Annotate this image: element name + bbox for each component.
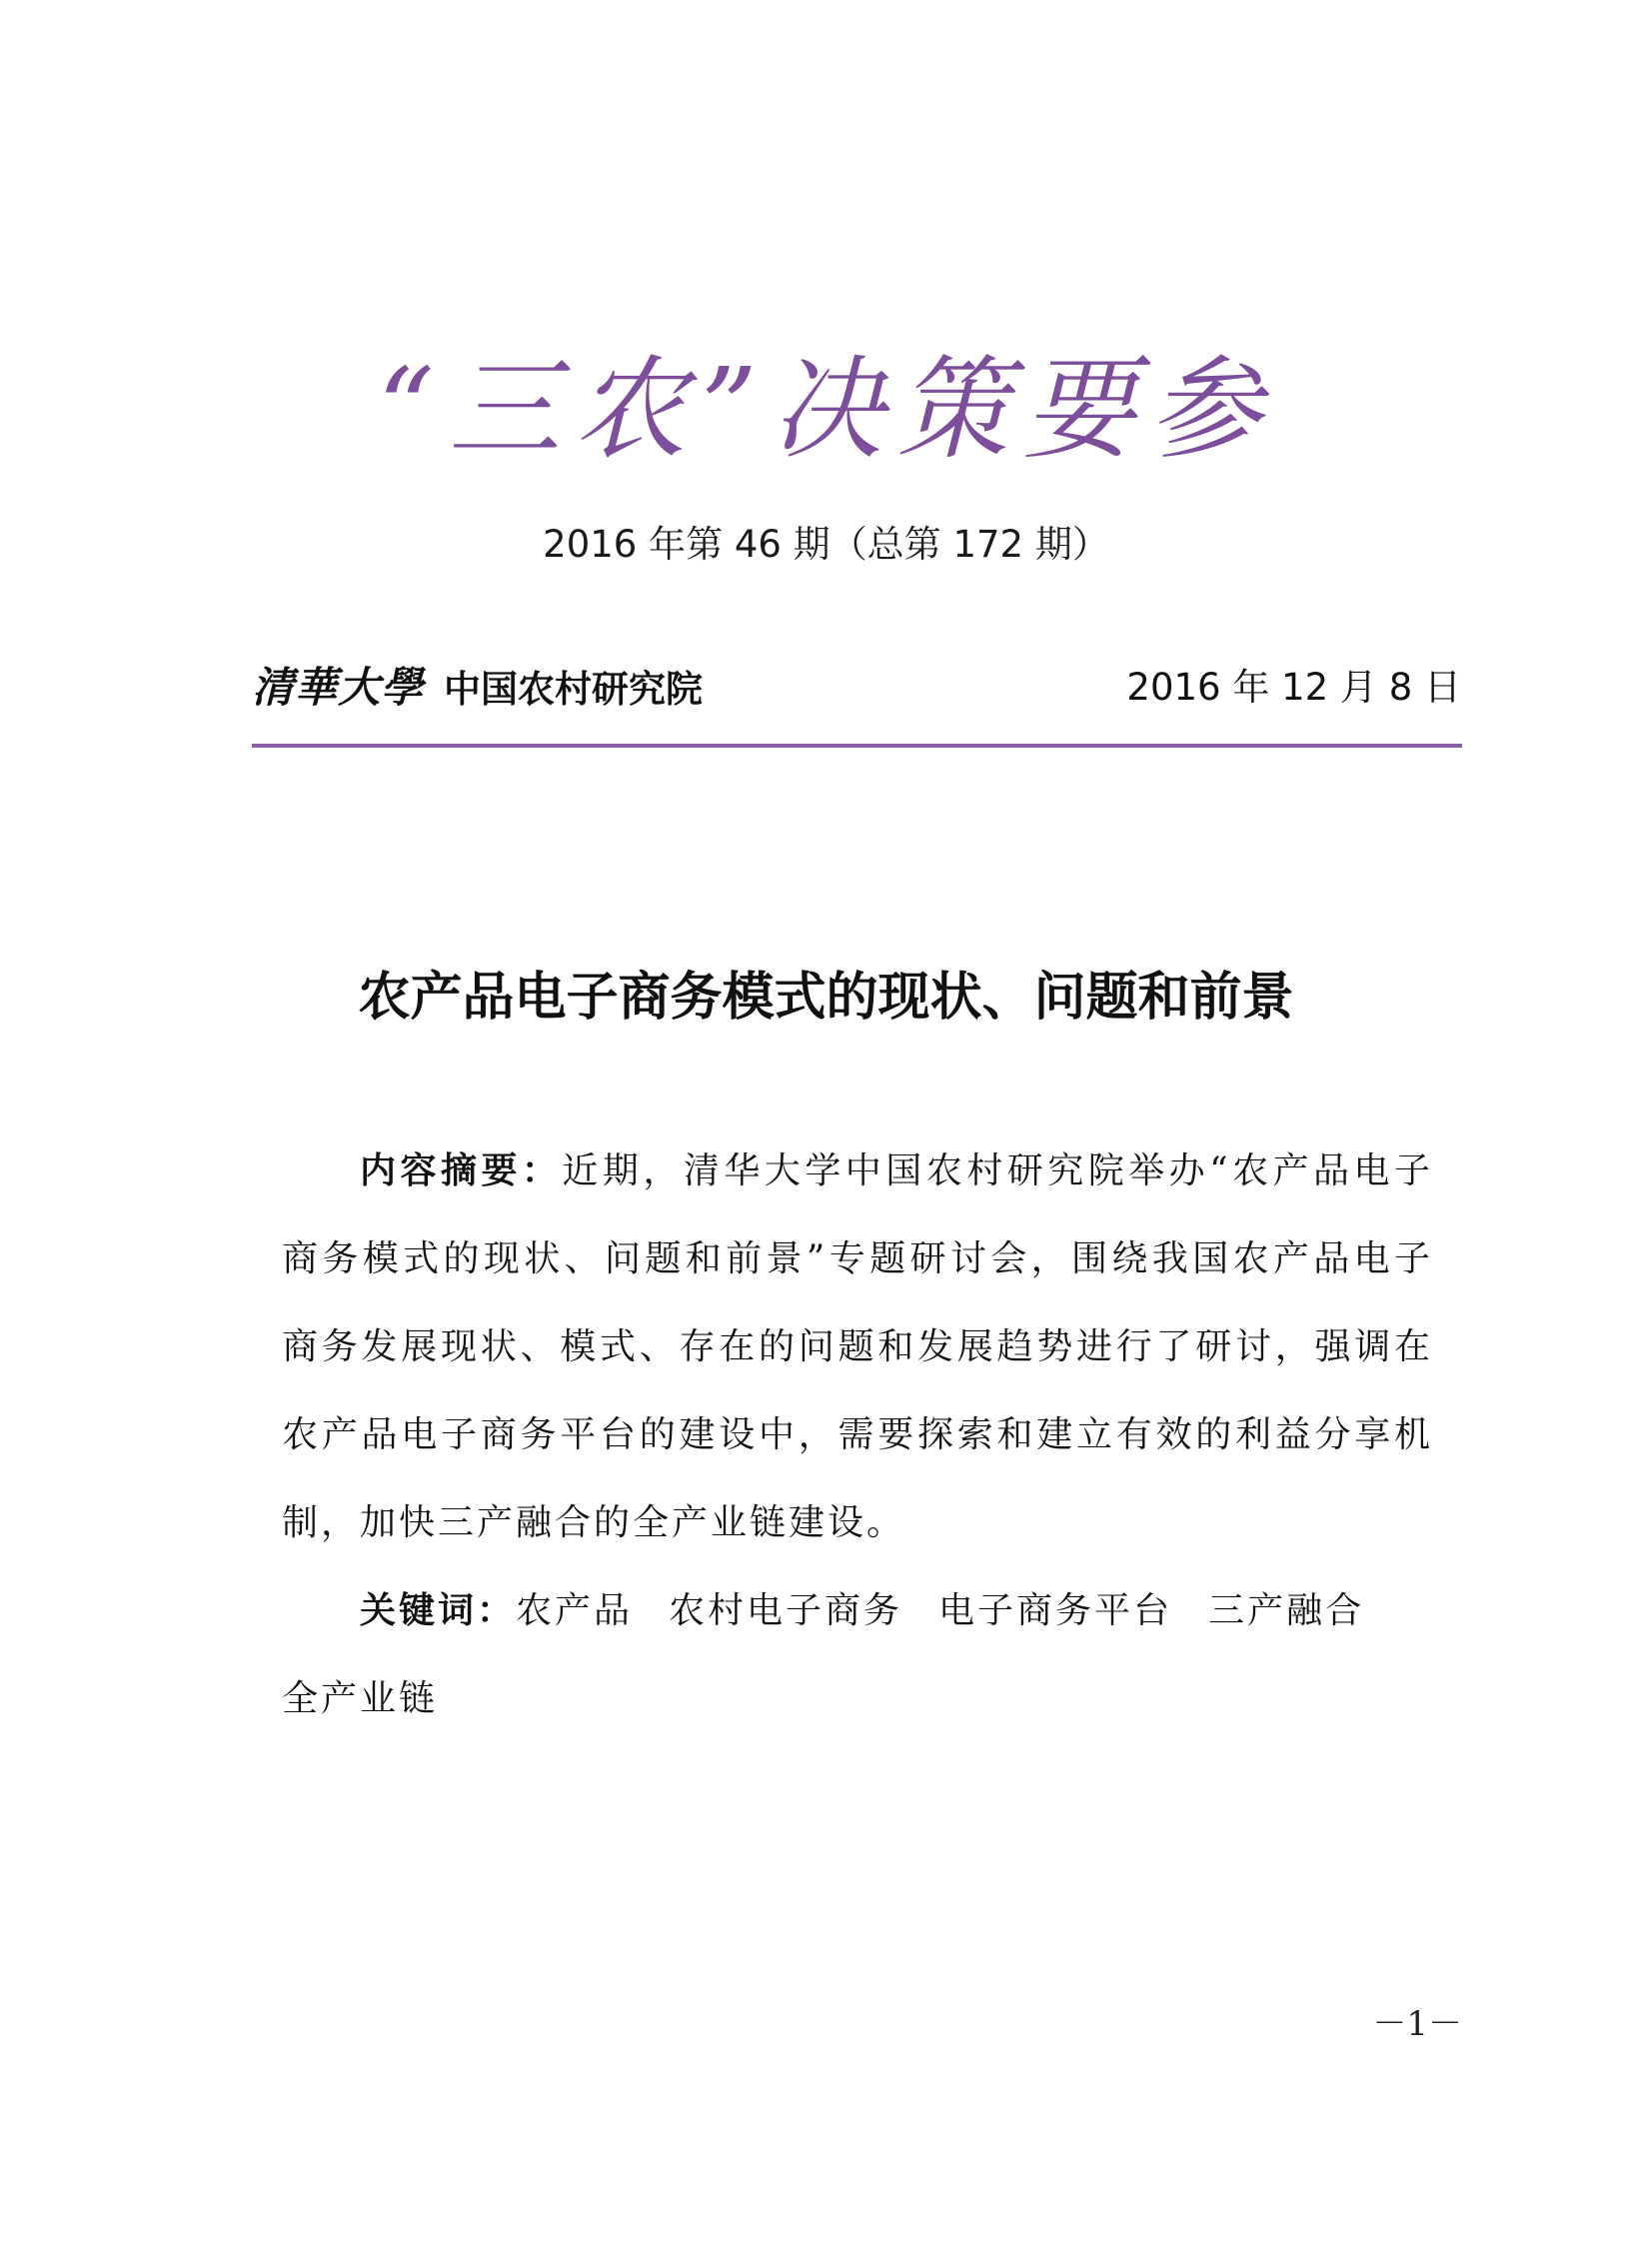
keywords-label: 关键词： — [360, 1590, 517, 1631]
article-title: 农产品电子商务模式的现状、问题和前景 — [358, 967, 1294, 1028]
keyword: 三产融合 — [1208, 1590, 1365, 1631]
keyword: 农村电子商务 — [669, 1590, 903, 1631]
institute-name: 中国农村研究院 — [444, 667, 704, 711]
publish-date: 2016 年 12 月 8 日 — [1126, 666, 1461, 709]
keyword: 全产业链 — [282, 1678, 439, 1719]
abstract-label: 内容摘要： — [360, 1150, 563, 1191]
abstract-text: 近期，清华大学中国农村研究院举办“农产品电子商务模式的现状、问题和前景”专题研讨会，围绕我国农产品电子商务发展现状、模式、存在的问题和发展趋势进行了研讨，强调在农产品电子商务平台的建设中，需要探索和建立有效的利益分享机制，加快三产融合的全产业链建设。 — [282, 1150, 1433, 1543]
header-divider — [252, 744, 1462, 748]
university-logo: 清華大學 — [252, 663, 425, 712]
publisher — [252, 658, 703, 719]
publisher-row — [252, 658, 1461, 718]
keyword: 农产品 — [516, 1590, 634, 1631]
masthead-title: “三农”决策要参 — [377, 345, 1275, 475]
keyword: 电子商务平台 — [938, 1590, 1173, 1631]
keywords-paragraph — [282, 1567, 1433, 1743]
abstract-paragraph — [282, 1127, 1433, 1567]
page-number: －1－ — [1372, 2004, 1462, 2044]
issue-number: 2016 年第 46 期（总第 172 期） — [543, 523, 1109, 566]
